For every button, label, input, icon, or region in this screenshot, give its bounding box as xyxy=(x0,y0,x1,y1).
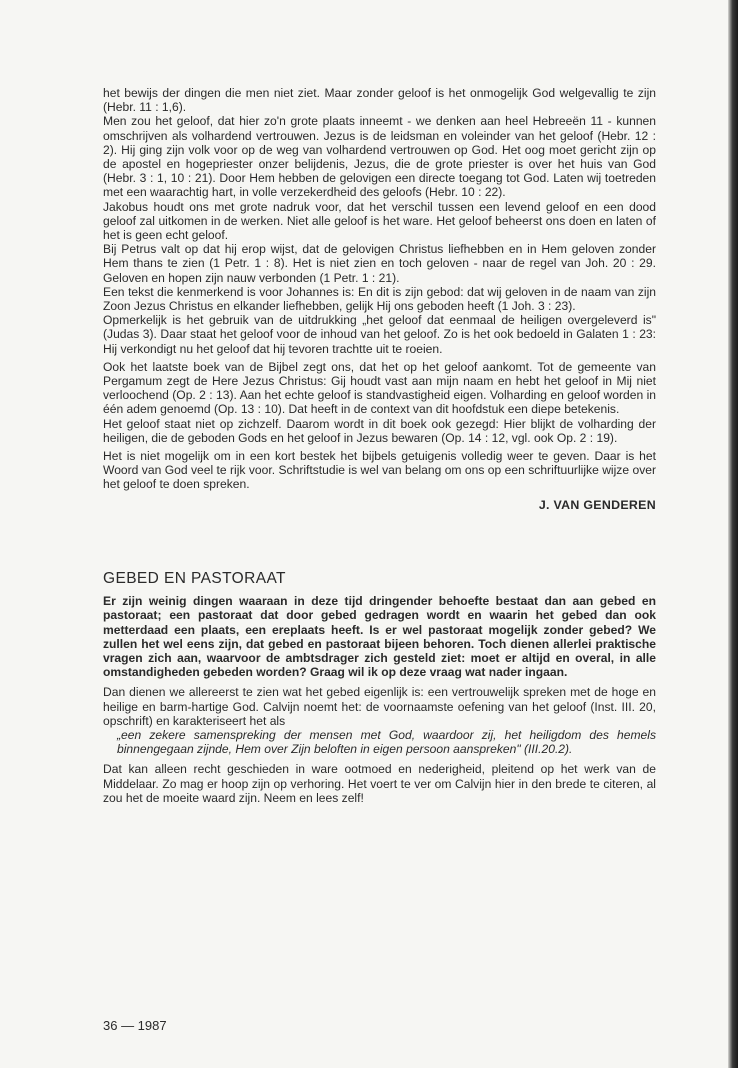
paragraph-humility: Dat kan alleen recht geschieden in ware ootmoed en nederigheid, pleitend op het werk van de Middelaar. Zo mag er hoop zijn op verhoring. Het voert te ver om Calvijn hier in den brede te citeren, al zou het de moeite waard zijn. Neem en lees zelf! xyxy=(103,762,656,805)
author-signature: J. VAN GENDEREN xyxy=(538,497,656,512)
section-intro: Er zijn weinig dingen waaraan in deze tijd dringender behoefte bestaat dan aan gebed en pastoraat; een pastoraat dat door gebed gedragen wordt en waarin het gebed dan ook metterdaad een plaats, een ereplaats heeft. Is er wel pastoraat mogelijk zonder gebed? We zullen het wel eens zijn, dat gebed en pastoraat bijeen behoren. Toch dienen allerlei praktische vragen zich aan, waarvoor de ambtsdrager zich gesteld ziet: moet er altijd en overal, in alle omstandigheden gebeden worden? Graag wil ik op deze vraag wat nader ingaan. xyxy=(103,594,656,680)
page-content xyxy=(103,86,656,809)
paragraph-conclusion: Het is niet mogelijk om in een kort bestek het bijbels getuigenis volledig weer te geven. Daar is het Woord van God veel te rijk voor. Schriftstudie is wel van belang om ons op een schriftuurlijke wijze over het geloof te doen spreken. xyxy=(103,449,656,492)
paragraph-what-is-prayer: Dan dienen we allereerst te zien wat het gebed eigenlijk is: een vertrouwelijk spreken met de hoge en heilige en barm-hartige God. Calvijn noemt het: de voornaamste oefening van het geloof (Inst. III. 20, opschrift) en karakteriseert het als xyxy=(103,685,656,728)
paragraph-james: Jakobus houdt ons met grote nadruk voor, dat het verschil tussen een levend geloof en een dood geloof zal uitkomen in de werken. Niet alle geloof is het ware. Het geloof beheerst ons doen en laten of het is geen echt geloof. xyxy=(103,199,656,243)
section-title: GEBED EN PASTORAAT xyxy=(103,569,286,587)
paragraph-hebrews-faith: het bewijs der dingen die men niet ziet. Maar zonder geloof is het onmogelijk God welgevallig te zijn (Hebr. 11 : 1,6). xyxy=(103,86,656,115)
page-number: 36 — 1987 xyxy=(103,1018,167,1033)
paragraph-revelation: Ook het laatste boek van de Bijbel zegt ons, dat het op het geloof aankomt. Tot de gemeente van Pergamum zegt de Here Jezus Christus: Gij houdt vast aan mijn naam en hebt het geloof in Mij niet verloochend (Op. 2 : 13). Aan het echte geloof is standvastigheid eigen. Volharding en geloof worden in één adem genoemd (Op. 13 : 10). Dat heeft in de context van dit hoofdstuk een diepe betekenis. xyxy=(103,359,656,417)
calvin-quote: „een zekere samenspreking der mensen met God, waardoor zij, het heiligdom des hemels binnengegaan zijnde, Hem over Zijn beloften in eigen persoon aanspreken" (III.20.2). xyxy=(117,727,656,757)
paragraph-peter: Bij Petrus valt op dat hij erop wijst, dat de gelovigen Christus liefhebben en in Hem geloven zonder Hem thans te zien (1 Petr. 1 : 8). Het is niet zien en toch geloven - naar de regel van Joh. 20 : 29. Geloven en hopen zijn nauw verbonden (1 Petr. 1 : 21). xyxy=(103,242,656,285)
paragraph-john: Een tekst die kenmerkend is voor Johannes is: En dit is zijn gebod: dat wij geloven in de naam van zijn Zoon Jezus Christus en elkander liefhebben, gelijk Hij ons geboden heeft (1 Joh. 3 : 23). xyxy=(103,284,656,314)
paragraph-perseverance: Het geloof staat niet op zichzelf. Daarom wordt in dit boek ook gezegd: Hier blijkt de volharding der heiligen, die de geboden Gods en het geloof in Jezus bewaren (Op. 14 : 12, vgl. ook Op. 2 : 19). xyxy=(103,416,656,445)
paragraph-jude: Opmerkelijk is het gebruik van de uitdrukking „het geloof dat eenmaal de heiligen overgeleverd is" (Judas 3). Daar staat het geloof voor de inhoud van het geloof. Zo is het ook bedoeld in Galaten 1 : 23: Hij verkondigt nu het geloof dat hij tevoren trachtte uit te roeien. xyxy=(103,313,656,356)
paragraph-persevering-trust: Men zou het geloof, dat hier zo'n grote plaats inneemt - we denken aan heel Hebreeën 11 - kunnen omschrijven als volhardend vertrouwen. Jezus is de leidsman en voleinder van het geloof (Hebr. 12 : 2). Hij ging zijn volk voor op de weg van volhardend vertrouwen op God. Het oog moet gericht zijn op de apostel en hogepriester onzer belijdenis, Jezus, die de grote priester is over het huis van God (Hebr. 3 : 1, 10 : 21). Door Hem hebben de gelovigen een directe toegang tot God. Laten wij toetreden met een waarachtig hart, in volle verzekerdheid des geloofs (Hebr. 10 : 22). xyxy=(103,114,656,200)
page-edge-shadow xyxy=(728,0,738,1068)
